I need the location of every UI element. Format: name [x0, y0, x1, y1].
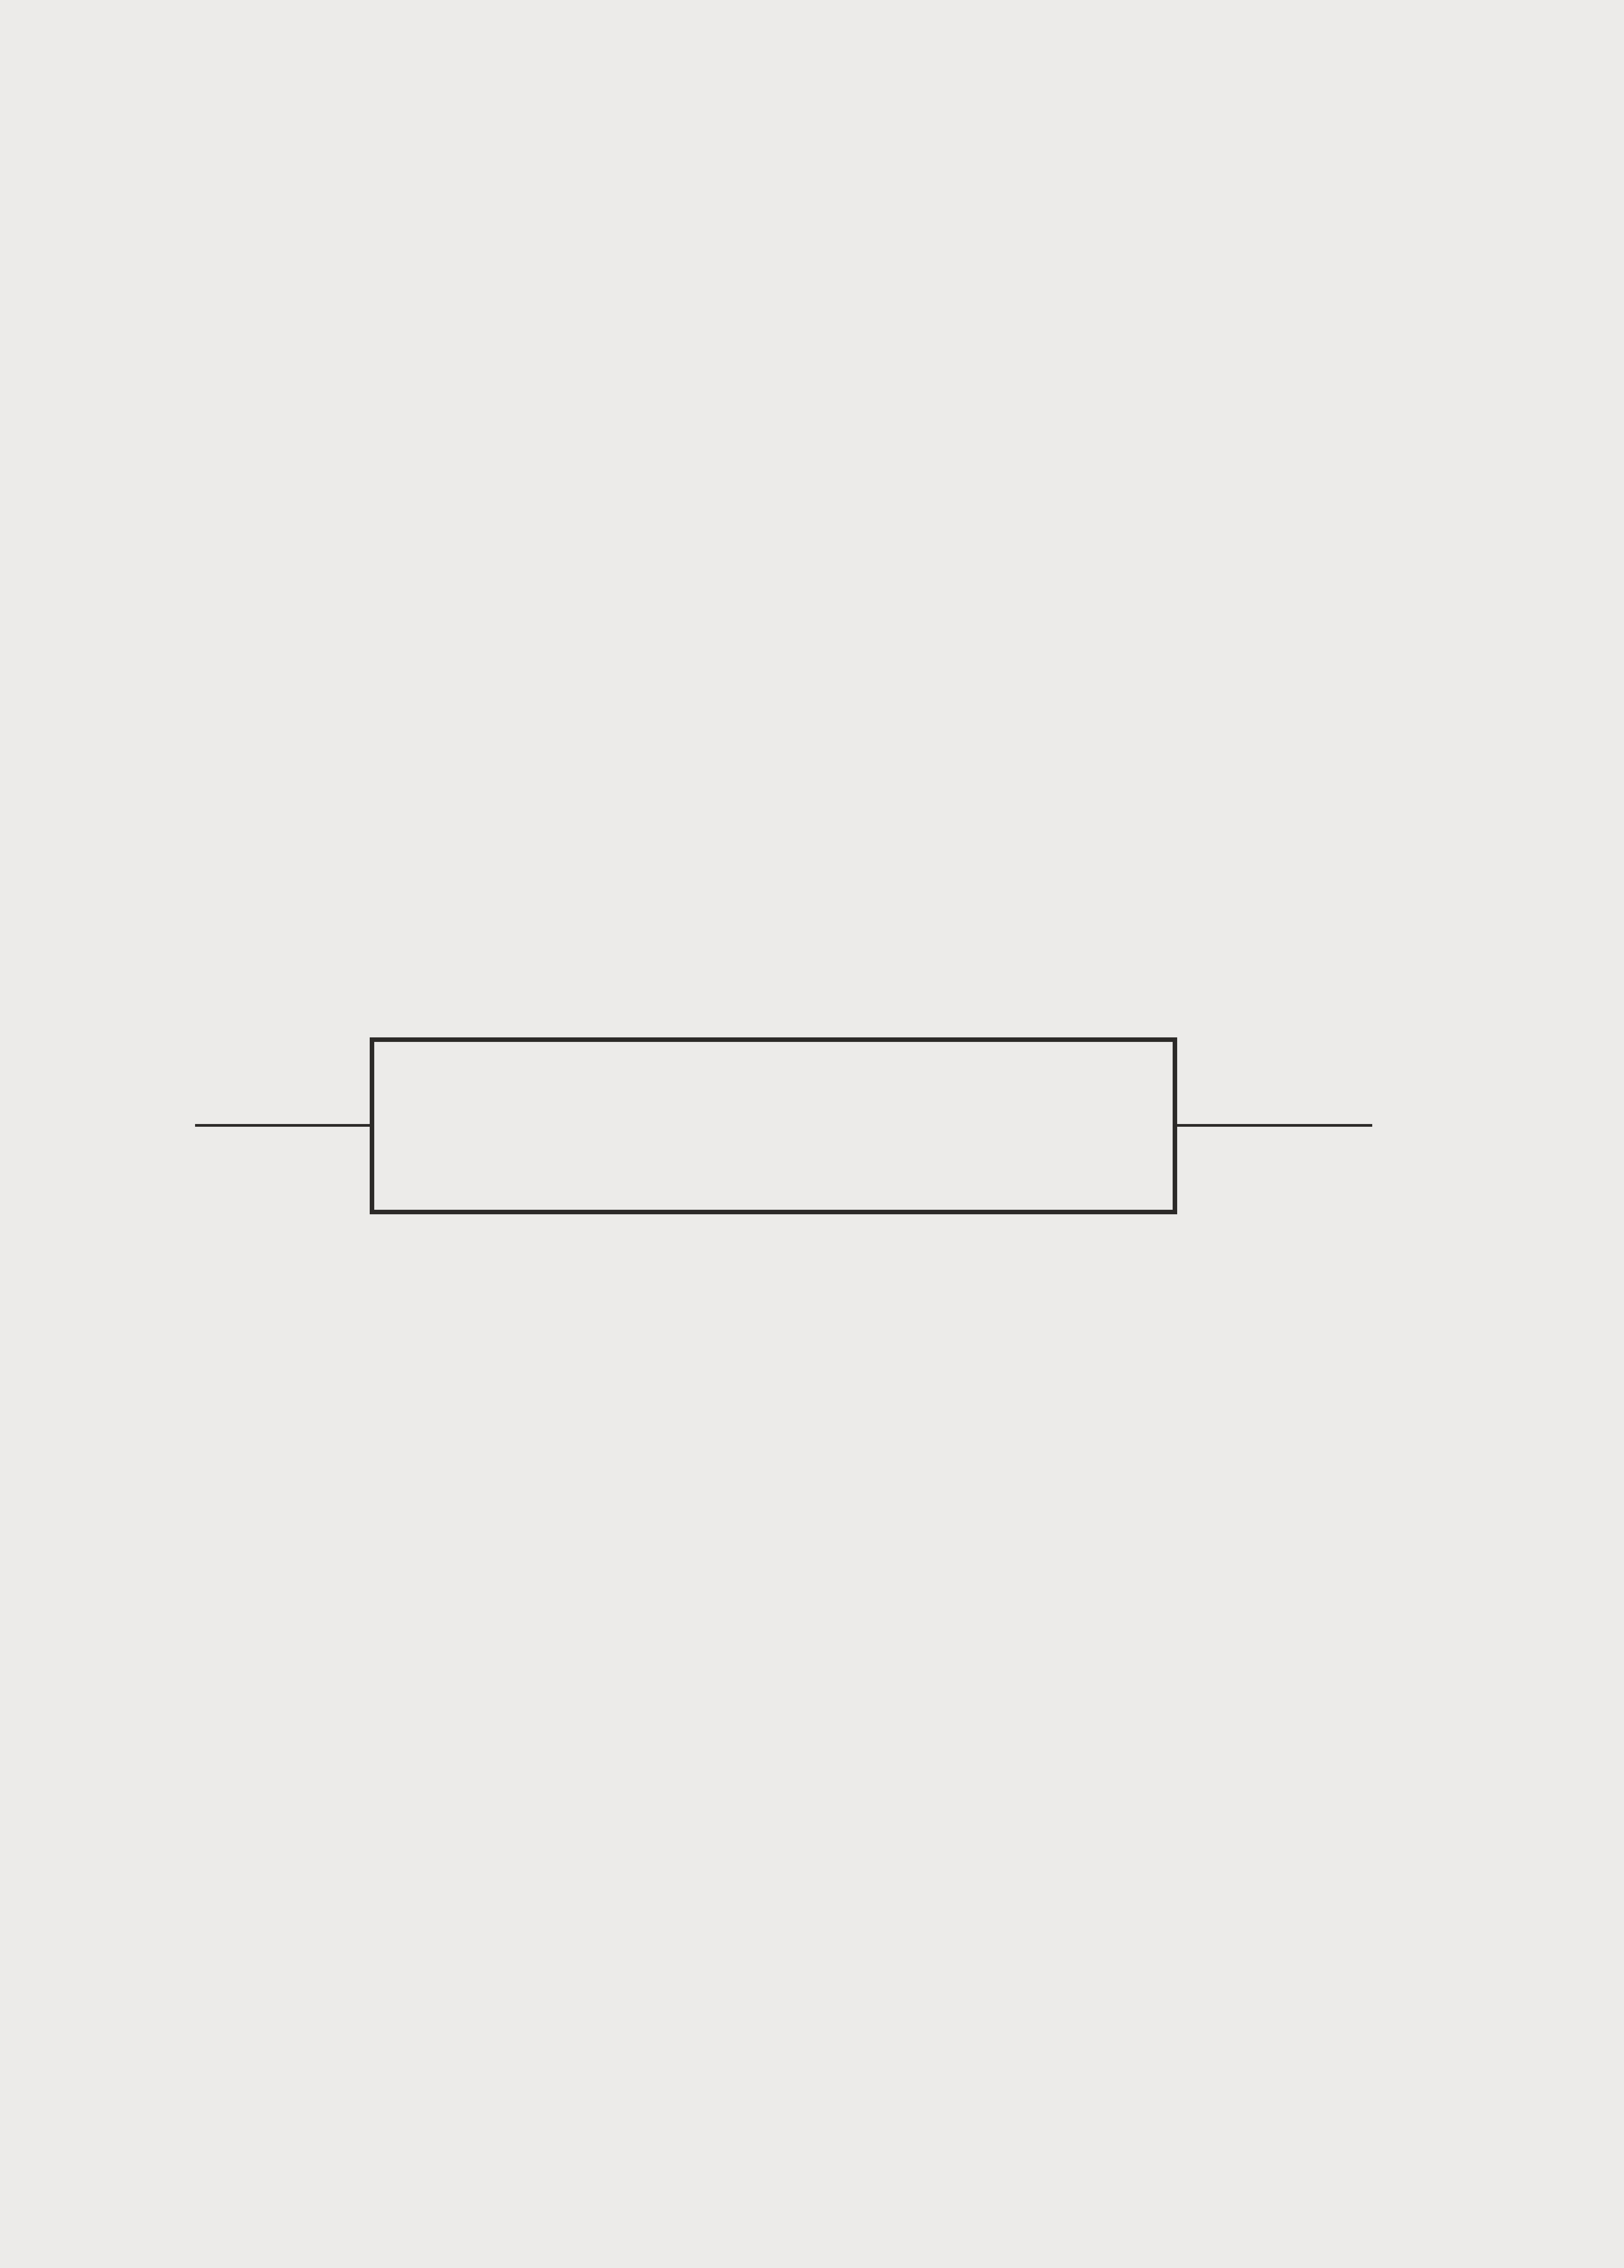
- book-reviews-banner: [370, 1037, 1177, 1214]
- banner-title: [374, 1042, 1173, 1210]
- banner-rule-right: [1177, 1124, 1372, 1127]
- running-header: [63, 122, 1492, 158]
- banner-rule-left: [195, 1124, 370, 1127]
